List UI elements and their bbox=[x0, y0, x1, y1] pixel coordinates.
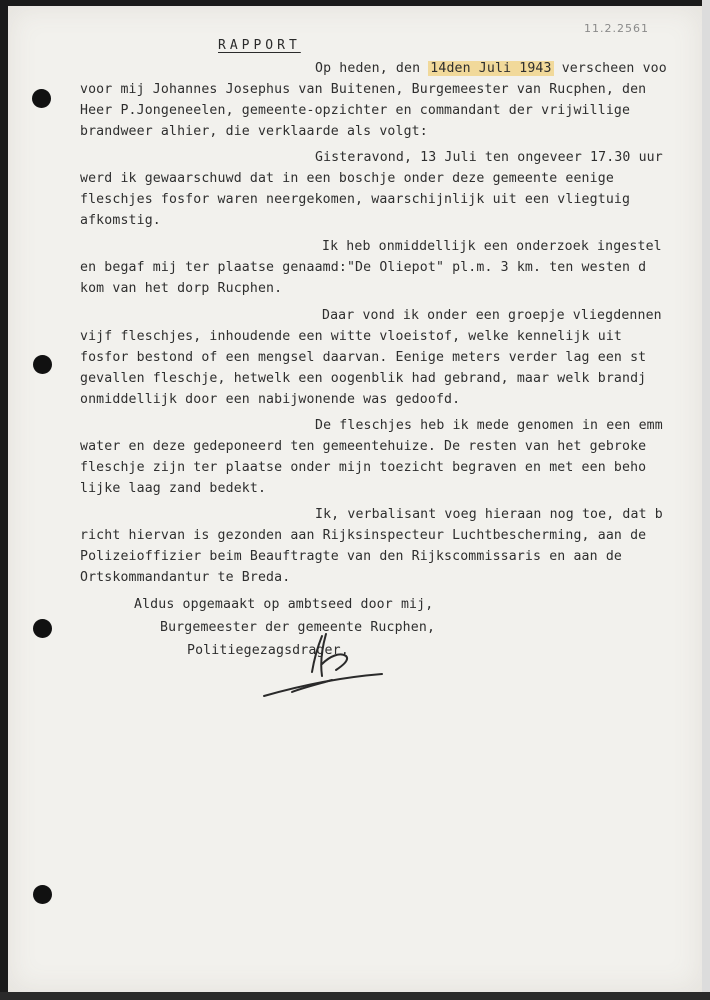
punch-hole-4 bbox=[33, 885, 52, 904]
text-line: vijf fleschjes, inhoudende een witte vloeistof, welke kennelijk uit bbox=[80, 329, 622, 344]
handwritten-signature bbox=[262, 630, 392, 702]
date-highlight: 14den Juli 1943 bbox=[430, 61, 552, 76]
text-line: fleschjes fosfor waren neergekomen, waarschijnlijk uit een vliegtuig bbox=[80, 192, 631, 207]
signer-title: Burgemeester der gemeente Rucphen, bbox=[160, 620, 436, 635]
text-line: Ik heb onmiddellijk een onderzoek ingestel bbox=[322, 239, 662, 254]
signer-role: Politiegezagsdrager, bbox=[187, 643, 349, 658]
text-line: gevallen fleschje, hetwelk een oogenblik had gebrand, maar welk brandj bbox=[80, 371, 647, 386]
text-line: Heer P.Jongeneelen, gemeente-opzichter en commandant der vrijwillige bbox=[80, 103, 631, 118]
punch-hole-1 bbox=[32, 89, 51, 108]
text-line: fosfor bestond of een mengsel daarvan. Eenige meters verder lag een st bbox=[80, 350, 647, 365]
text-line: Daar vond ik onder een groepje vliegdennen bbox=[322, 308, 662, 323]
archive-reference-note: 11.2.2561 bbox=[584, 22, 649, 35]
text-line: kom van het dorp Rucphen. bbox=[80, 281, 283, 296]
punch-hole-3 bbox=[33, 619, 52, 638]
text-line: Gisteravond, 13 Juli ten ongeveer 17.30 uur bbox=[315, 150, 663, 165]
punch-hole-2 bbox=[33, 355, 52, 374]
text-line: voor mij Johannes Josephus van Buitenen, Burgemeester van Rucphen, den bbox=[80, 82, 647, 97]
text-line: onmiddellijk door een nabijwonende was gedoofd. bbox=[80, 392, 461, 407]
text-line: lijke laag zand bedekt. bbox=[80, 481, 267, 496]
page-edge bbox=[702, 0, 710, 1000]
text-line: en begaf mij ter plaatse genaamd:"De Oliepot" pl.m. 3 km. ten westen d bbox=[80, 260, 647, 275]
text-line: De fleschjes heb ik mede genomen in een emm bbox=[315, 418, 663, 433]
scan-bottom-edge bbox=[0, 992, 710, 1000]
closing-line: Aldus opgemaakt op ambtseed door mij, bbox=[134, 597, 434, 612]
text-line: water en deze gedeponeerd ten gemeentehuize. De resten van het gebroke bbox=[80, 439, 647, 454]
text-line: Op heden, den 14den Juli 1943 verscheen voo bbox=[315, 61, 667, 76]
text-line: brandweer alhier, die verklaarde als volgt: bbox=[80, 124, 428, 139]
text-line: afkomstig. bbox=[80, 213, 161, 228]
document-title: RAPPORT bbox=[218, 38, 301, 53]
text-line: richt hiervan is gezonden aan Rijksinspecteur Luchtbescherming, aan de bbox=[80, 528, 647, 543]
text-line: fleschje zijn ter plaatse onder mijn toezicht begraven en met een beho bbox=[80, 460, 647, 475]
text-line: Ik, verbalisant voeg hieraan nog toe, dat b bbox=[315, 507, 663, 522]
text-line: Polizeioffizier beim Beauftragte van den Rijkscommissaris en aan de bbox=[80, 549, 622, 564]
text-line: Ortskommandantur te Breda. bbox=[80, 570, 291, 585]
text-line: werd ik gewaarschuwd dat in een boschje onder deze gemeente eenige bbox=[80, 171, 614, 186]
